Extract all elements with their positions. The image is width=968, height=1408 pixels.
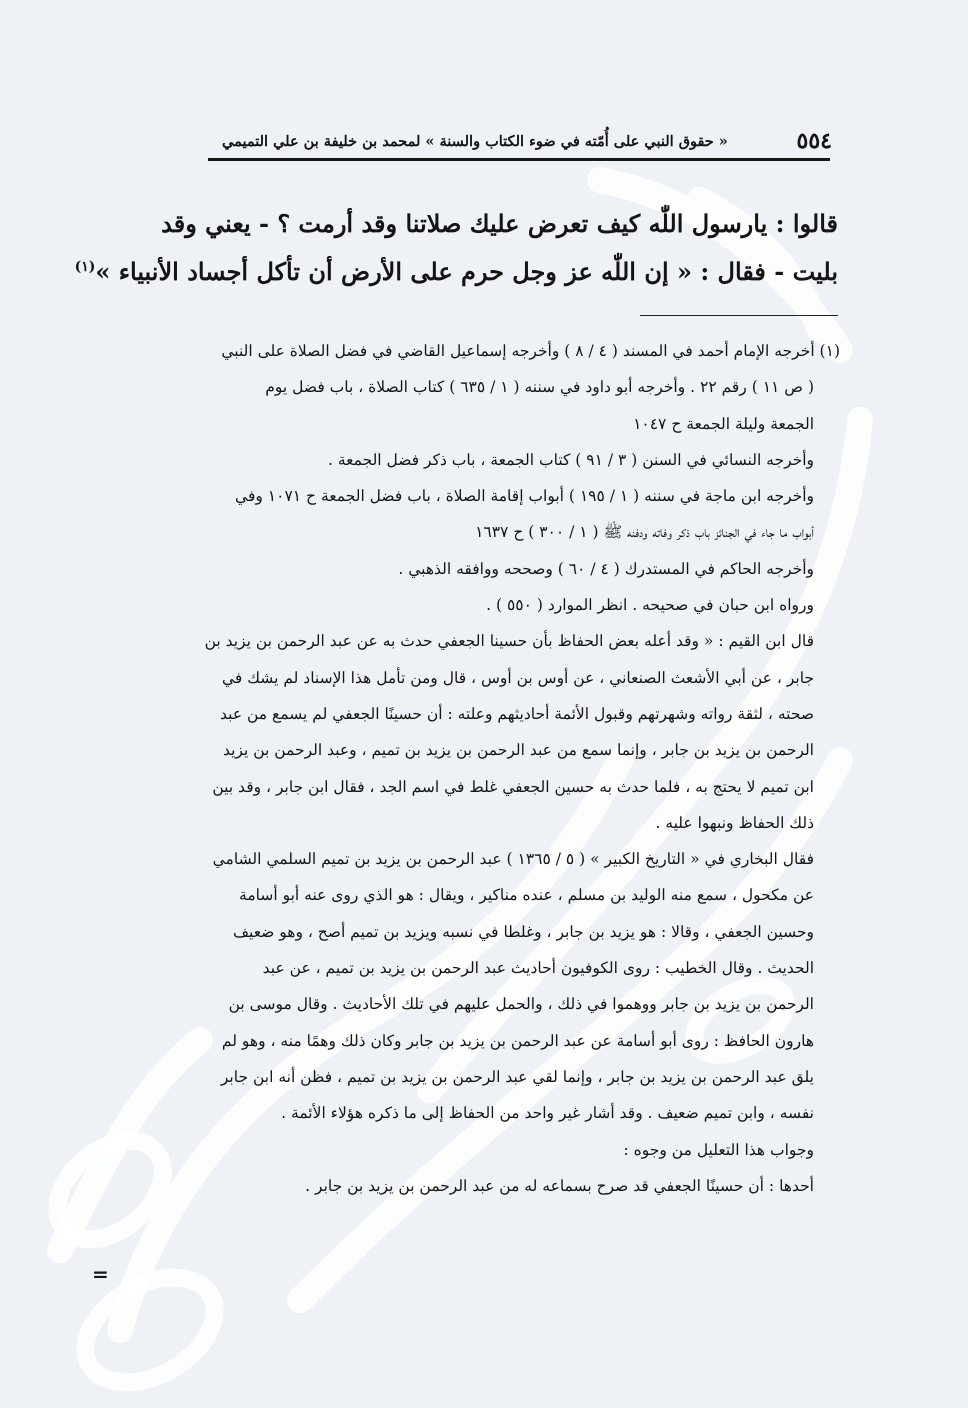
- footnote-line: وجواب هذا التعليل من وجوه :: [623, 1140, 814, 1159]
- main-text: [74, 200, 838, 296]
- footnote-reference: (١): [74, 259, 96, 275]
- footnote-line: وحسين الجعفي ، وقالا : هو يزيد بن جابر ، وغلطا في نسبه ويزيد بن تميم أصح ، وهو ضعيف: [232, 922, 814, 941]
- footnote-line: أحدها : أن حسينًا الجعفي قد صرح بسماعه له من عبد الرحمن بن يزيد بن جابر .: [305, 1176, 814, 1195]
- footnote-line: صحته ، لثقة رواته وشهرتهم وقبول الأئمة أحاديثهم وعلته : أن حسينًا الجعفي لم يسمع من عبد: [220, 704, 814, 723]
- footnote-line: جابر ، عن أبي الأشعث الصنعاني ، عن أوس بن أوس ، قال ومن تأمل هذا الإسناد لم يشك في: [221, 668, 814, 687]
- footnote-line: الحديث . وقال الخطيب : روى الكوفيون أحاديث عبد الرحمن بن يزيد بن تميم ، عن عبد: [262, 959, 814, 978]
- continuation-mark: =: [92, 1262, 109, 1286]
- page-number: ٥٥٤: [796, 128, 832, 154]
- footnotes: [86, 333, 840, 1204]
- page-header: [222, 124, 832, 158]
- footnote-line: وأخرجه ابن ماجة في سننه ( ١ / ١٩٥ ) أبواب إقامة الصلاة ، باب فضل الجمعة ح ١٠٧١ وفي: [235, 487, 814, 506]
- footnote-line: هارون الحافظ : روى أبو أسامة عن عبد الرحمن بن يزيد بن جابر وكان ذلك وهمًا منه ، وهو لم: [221, 1031, 814, 1050]
- footnote-line: يلق عبد الرحمن بن يزيد بن جابر ، وإنما لقي عبد الرحمن بن يزيد بن تميم ، فظن أنه ابن جابر: [220, 1067, 814, 1086]
- footnote-line: الرحمن بن يزيد بن جابر ، وإنما سمع من عبد الرحمن بن يزيد بن تميم ، وعبد الرحمن بن يزيد: [222, 741, 814, 760]
- main-text-line: قالوا : يارسول اللّٰه كيف تعرض عليك صلاتنا وقد أرمت ؟ - يعني وقد: [161, 209, 838, 238]
- footnote-line: الجمعة وليلة الجمعة ح ١٠٤٧: [633, 414, 814, 433]
- footnote-line: ابن تميم لا يحتج به ، فلما حدث به حسين الجعفي غلط في اسم الجد ، فقال ابن جابر ، وقد بين: [212, 777, 814, 796]
- footnote-line: نفسه ، وابن تميم ضعيف . وقد أشار غير واحد من الحفاظ إلى ما ذكره هؤلاء الأئمة .: [281, 1104, 814, 1123]
- footnote-line: قال ابن القيم : « وقد أعله بعض الحفاظ بأن حسينا الجعفي حدث به عن عبد الرحمن بن يزيد بن: [204, 632, 814, 651]
- footnote-line: أبواب ما جاء في الجنائز باب ذكر وفاته ودفنه ﷺ ( ١ / ٣٠٠ ) ح ١٦٣٧: [475, 523, 814, 542]
- footnote-line: ورواه ابن حبان في صحيحه . انظر الموارد ( ٥٥٠ ) .: [486, 596, 814, 615]
- header-rule: [208, 158, 830, 161]
- footnote-line: وأخرجه الحاكم في المستدرك ( ٤ / ٦٠ ) وصححه ووافقه الذهبي .: [398, 559, 814, 578]
- footnote-line: (١) أخرجه الإمام أحمد في المسند ( ٤ / ٨ ) وأخرجه إسماعيل القاضي في فضل الصلاة على النبي: [221, 342, 840, 360]
- footnote-separator: [640, 315, 838, 316]
- running-title: « حقوق النبي على أُمّته في ضوء الكتاب والسنة » لمحمد بن خليفة بن علي التميمي: [222, 132, 728, 150]
- main-text-line: [74, 248, 838, 296]
- footnote-line: الرحمن بن يزيد بن جابر ووهموا في ذلك ، والحمل عليهم في تلك الأحاديث . وقال موسى بن: [228, 995, 814, 1014]
- footnote-line: ذلك الحفاظ ونبهوا عليه .: [655, 813, 814, 832]
- footnote-line: وأخرجه النسائي في السنن ( ٣ / ٩١ ) كتاب الجمعة ، باب ذكر فضل الجمعة .: [327, 450, 814, 469]
- footnote-line: فقال البخاري في « التاريخ الكبير » ( ٥ / ١٣٦٥ ) عبد الرحمن بن يزيد بن تميم السلمي الشامي: [212, 850, 814, 869]
- footnote-line: عن مكحول ، سمع منه الوليد بن مسلم ، عنده مناكير ، ويقال : هو الذي روى عنه أبو أسامة: [239, 886, 814, 905]
- footnote-line: ( ص ١١ ) رقم ٢٢ . وأخرجه أبو داود في سننه ( ١ / ٦٣٥ ) كتاب الصلاة ، باب فضل يوم: [265, 378, 814, 397]
- main-text-line-content: بليت - فقال : « إن اللّٰه عز وجل حرم على الأرض أن تأكل أجساد الأنبياء »: [95, 257, 838, 286]
